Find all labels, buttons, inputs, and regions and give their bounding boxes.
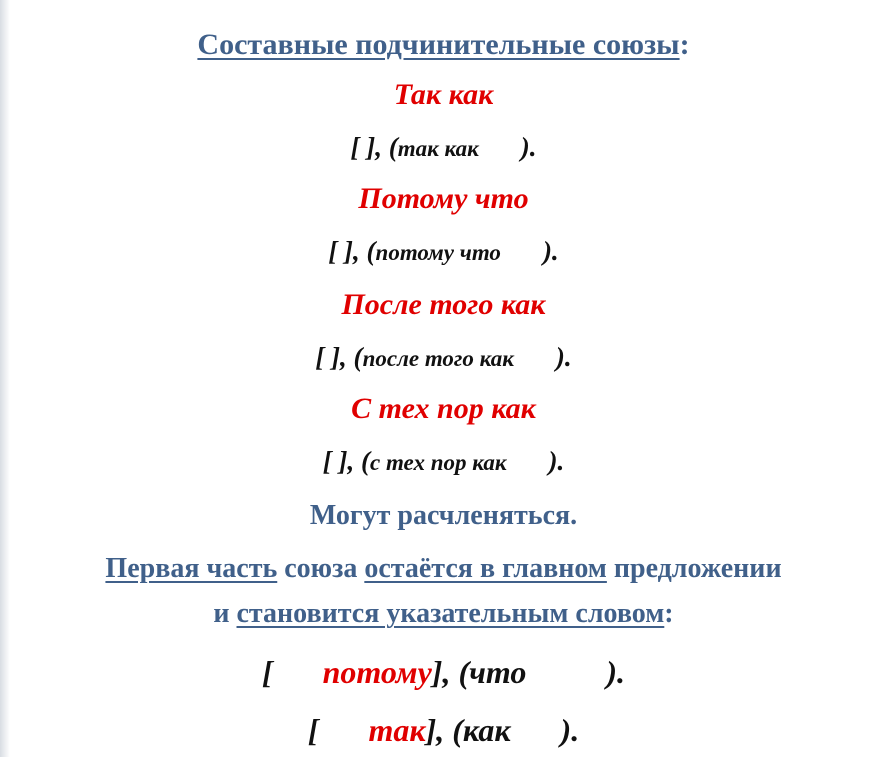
note-can-split: Могут расчленяться. bbox=[309, 500, 578, 531]
rule-line-2 bbox=[0, 598, 887, 630]
scheme-conjunction: потому что bbox=[375, 240, 501, 265]
left-edge-shade bbox=[0, 0, 10, 757]
scheme-close: ). bbox=[555, 342, 572, 372]
rule-word-becomes-pointer: становится указательным словом bbox=[236, 598, 665, 629]
example-open-bracket: [ bbox=[261, 654, 273, 690]
scheme-close: ). bbox=[548, 446, 565, 476]
example-potomu-chto bbox=[0, 654, 887, 691]
union-scheme-posle-togo-kak bbox=[0, 342, 887, 373]
scheme-conjunction: после того как bbox=[362, 346, 514, 371]
example-middle: ], (что bbox=[431, 654, 527, 690]
rule-word-union: союза bbox=[284, 553, 358, 584]
union-name-potomu-chto: Потому что bbox=[358, 182, 529, 215]
example-middle: ], (как bbox=[425, 712, 511, 748]
title-text: Составные подчинительные союзы bbox=[197, 28, 680, 61]
scheme-close: ). bbox=[520, 132, 537, 162]
example-pointer-word: потому bbox=[322, 654, 432, 690]
example-open-bracket: [ bbox=[307, 712, 319, 748]
example-close: ). bbox=[606, 654, 626, 690]
scheme-open: [ ], ( bbox=[322, 446, 370, 476]
scheme-open: [ ], ( bbox=[315, 342, 363, 372]
union-scheme-tak-kak bbox=[0, 132, 887, 163]
rule-word-sentence: предложении bbox=[613, 553, 782, 584]
title-colon: : bbox=[679, 28, 690, 61]
example-pointer-word: так bbox=[368, 712, 426, 748]
example-close: ). bbox=[560, 712, 580, 748]
rule-line-1 bbox=[0, 553, 887, 585]
page-title bbox=[0, 28, 887, 62]
union-scheme-s-teh-por-kak bbox=[0, 446, 887, 477]
union-name-tak-kak: Так как bbox=[393, 78, 494, 111]
rule-colon: : bbox=[664, 598, 674, 629]
scheme-close: ). bbox=[542, 236, 559, 266]
rule-word-first-part: Первая часть bbox=[105, 553, 278, 584]
union-name-s-teh-por-kak: С тех пор как bbox=[351, 392, 536, 425]
scheme-open: [ ], ( bbox=[328, 236, 376, 266]
scheme-open: [ ], ( bbox=[350, 132, 398, 162]
rule-word-and: и bbox=[213, 598, 230, 629]
scheme-conjunction: с тех пор как bbox=[370, 450, 507, 475]
scheme-conjunction: так как bbox=[397, 136, 479, 161]
example-tak-kak bbox=[0, 712, 887, 749]
union-name-posle-togo-kak: После того как bbox=[341, 288, 546, 321]
union-scheme-potomu-chto bbox=[0, 236, 887, 267]
rule-word-remains: остаётся в главном bbox=[364, 553, 607, 584]
